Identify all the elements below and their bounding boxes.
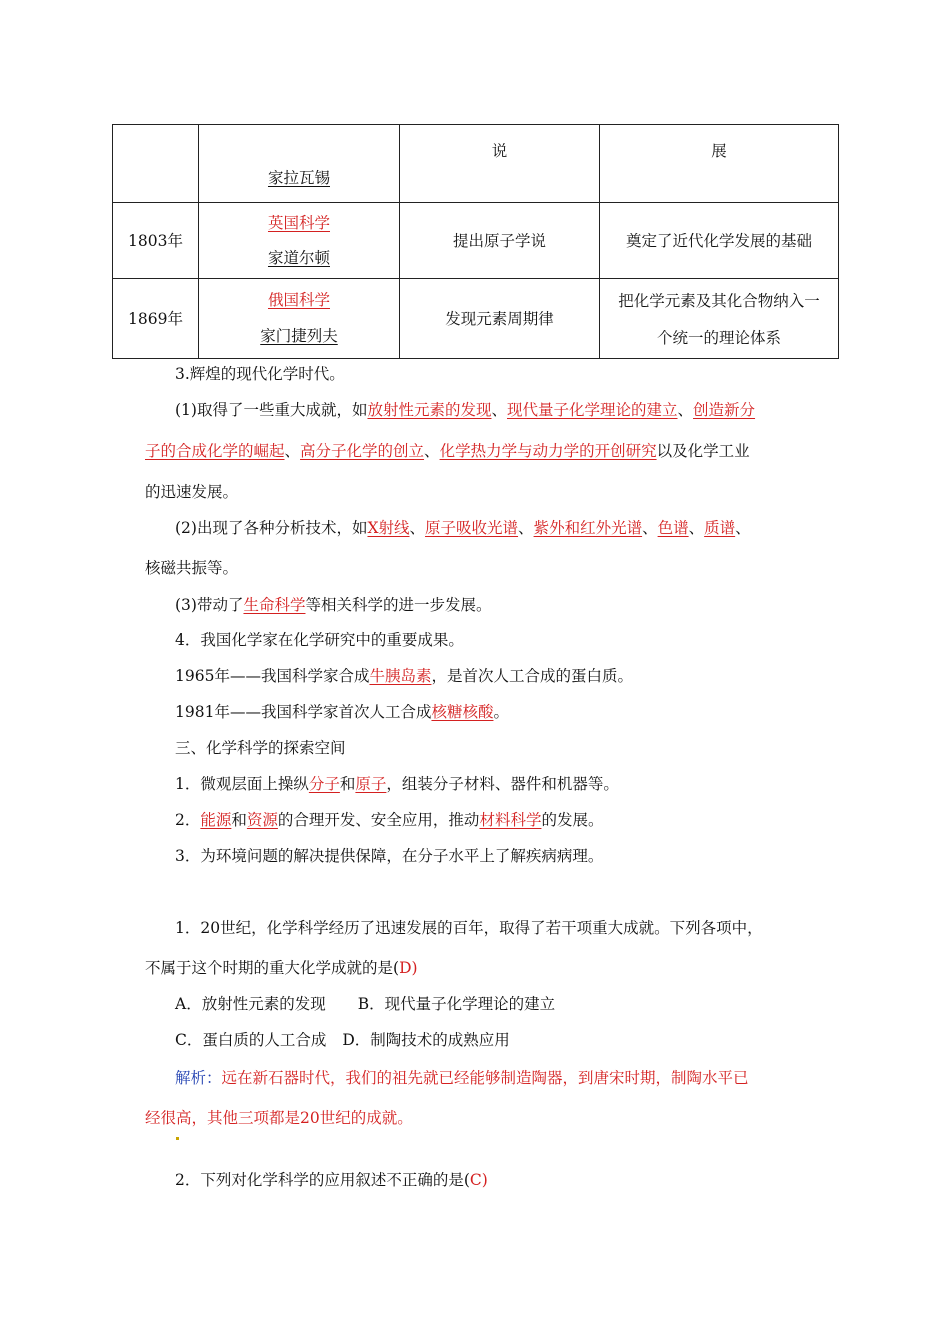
keyword: 紫外和红外光谱 xyxy=(533,519,643,537)
table-row xyxy=(113,279,839,359)
paragraph-line: 核磁共振等。 xyxy=(145,559,239,577)
person-name: 家道尔顿 xyxy=(267,248,330,267)
keyword: 色谱 xyxy=(657,519,689,537)
keyword: 现代量子化学理论的建立 xyxy=(507,401,678,419)
keyword: 牛胰岛素 xyxy=(369,667,432,685)
answer: D xyxy=(399,959,412,977)
paragraph-line: (2)出现了各种分析技术，如X射线、原子吸收光谱、紫外和红外光谱、色谱、质谱、 xyxy=(175,519,751,537)
keyword: 子的合成化学的崛起 xyxy=(145,442,285,460)
person-nationality: 英国科学 xyxy=(267,213,330,232)
keyword: X射线 xyxy=(367,519,410,537)
keyword: 能源 xyxy=(200,811,232,829)
significance-line: 个统一的理论体系 xyxy=(656,328,781,347)
paragraph-line: 1981年——我国科学家首次人工合成核糖核酸。 xyxy=(175,703,509,721)
question-stem: 不属于这个时期的重大化学成就的是(D) xyxy=(145,959,418,977)
keyword: 分子 xyxy=(308,775,340,793)
paragraph-line: 2．能源和资源的合理开发、安全应用，推动材料科学的发展。 xyxy=(175,811,604,829)
answer: C xyxy=(469,1171,482,1189)
paragraph-line: 的迅速发展。 xyxy=(145,483,239,501)
analysis-line: 解析：远在新石器时代，我们的祖先就已经能够制造陶器，到唐宋时期，制陶水平已 xyxy=(175,1069,749,1087)
keyword: 高分子化学的创立 xyxy=(300,442,425,460)
option-row xyxy=(175,992,555,1014)
keyword: 原子 xyxy=(355,775,387,793)
achievement-cell: 说 xyxy=(400,125,600,203)
keyword: 材料科学 xyxy=(479,811,542,829)
history-table xyxy=(112,124,839,359)
person-cell xyxy=(199,279,400,359)
keyword: 创造新分 xyxy=(693,401,756,419)
year-cell xyxy=(113,125,199,203)
keyword: 核糖核酸 xyxy=(431,703,494,721)
option-b: B．现代量子化学理论的建立 xyxy=(357,995,556,1013)
option-d: D．制陶技术的成熟应用 xyxy=(342,1031,510,1049)
person-name: 家拉瓦锡 xyxy=(267,169,330,187)
paragraph-line: (3)带动了生命科学等相关科学的进一步发展。 xyxy=(175,596,492,614)
significance-cell: 奠定了近代化学发展的基础 xyxy=(600,203,839,279)
question-stem: 1．20世纪，化学科学经历了迅速发展的百年，取得了若干项重大成就。下列各项中， xyxy=(175,919,763,937)
paragraph-line: (1)取得了一些重大成就，如放射性元素的发现、现代量子化学理论的建立、创造新分 xyxy=(175,401,756,419)
keyword: 质谱 xyxy=(704,519,736,537)
section-heading: 三、化学科学的探索空间 xyxy=(175,739,346,757)
year-cell: 1869年 xyxy=(113,279,199,359)
option-a: A．放射性元素的发现 xyxy=(175,995,326,1013)
table-row xyxy=(113,125,839,203)
significance-cell: 展 xyxy=(600,125,839,203)
keyword: 原子吸收光谱 xyxy=(425,519,519,537)
paragraph-line: 3．为环境问题的解决提供保障，在分子水平上了解疾病病理。 xyxy=(175,847,604,865)
year-cell: 1803年 xyxy=(113,203,199,279)
person-cell xyxy=(199,125,400,203)
option-c: C．蛋白质的人工合成 xyxy=(175,1031,327,1049)
paragraph-line: 子的合成化学的崛起、高分子化学的创立、化学热力学与动力学的开创研究以及化学工业 xyxy=(145,442,750,460)
option-row xyxy=(175,1028,510,1050)
significance-line: 把化学元素及其化合物纳入一 xyxy=(618,291,820,310)
keyword: 生命科学 xyxy=(243,596,306,614)
section-heading: 3.辉煌的现代化学时代。 xyxy=(175,365,345,383)
keyword: 放射性元素的发现 xyxy=(367,401,492,419)
marker-dot xyxy=(176,1137,179,1140)
person-name: 家门捷列夫 xyxy=(260,326,338,345)
paragraph-line: 1．微观层面上操纵分子和原子，组装分子材料、器件和机器等。 xyxy=(175,775,619,793)
keyword: 资源 xyxy=(246,811,278,829)
table-row xyxy=(113,203,839,279)
analysis-line: 经很高，其他三项都是20世纪的成就。 xyxy=(145,1109,413,1127)
paragraph-line: 1965年——我国科学家合成牛胰岛素，是首次人工合成的蛋白质。 xyxy=(175,667,633,685)
person-cell xyxy=(199,203,400,279)
keyword: 化学热力学与动力学的开创研究 xyxy=(439,442,657,460)
section-heading: 4．我国化学家在化学研究中的重要成果。 xyxy=(175,631,464,649)
person-nationality: 俄国科学 xyxy=(267,290,330,309)
question-stem: 2．下列对化学科学的应用叙述不正确的是(C) xyxy=(175,1171,488,1189)
significance-cell xyxy=(600,279,839,359)
achievement-cell: 提出原子学说 xyxy=(400,203,600,279)
analysis-label: 解析： xyxy=(175,1069,222,1087)
achievement-cell: 发现元素周期律 xyxy=(400,279,600,359)
